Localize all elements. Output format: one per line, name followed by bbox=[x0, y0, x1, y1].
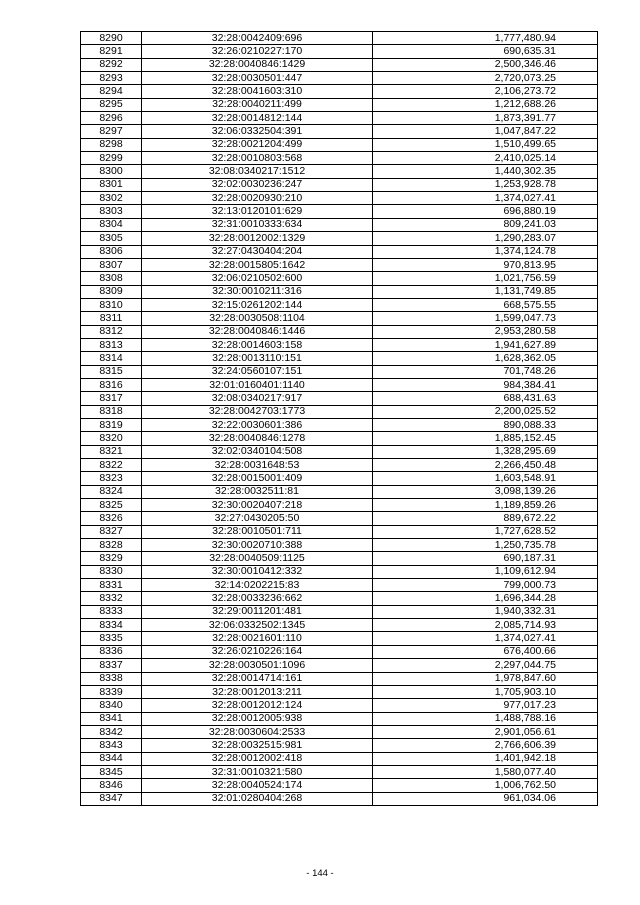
table-row bbox=[81, 765, 598, 778]
table-row bbox=[81, 258, 598, 271]
table-row bbox=[81, 432, 598, 445]
row-number-cell: 8342 bbox=[81, 725, 142, 738]
cadastral-number-cell: 32:28:0012002:1329 bbox=[142, 232, 373, 245]
amount-cell: 1,109,612.94 bbox=[373, 565, 598, 578]
cadastral-number-cell: 32:30:0020407:218 bbox=[142, 499, 373, 512]
amount-cell: 1,021,756.59 bbox=[373, 272, 598, 285]
amount-cell: 1,047,847.22 bbox=[373, 125, 598, 138]
row-number-cell: 8328 bbox=[81, 539, 142, 552]
data-table bbox=[80, 31, 598, 806]
row-number-cell: 8296 bbox=[81, 112, 142, 125]
table-row bbox=[81, 712, 598, 725]
row-number-cell: 8327 bbox=[81, 525, 142, 538]
table-row bbox=[81, 192, 598, 205]
row-number-cell: 8339 bbox=[81, 685, 142, 698]
table-row bbox=[81, 272, 598, 285]
row-number-cell: 8326 bbox=[81, 512, 142, 525]
amount-cell: 1,374,027.41 bbox=[373, 192, 598, 205]
amount-cell: 688,431.63 bbox=[373, 392, 598, 405]
amount-cell: 889,672.22 bbox=[373, 512, 598, 525]
cadastral-number-cell: 32:28:0042409:696 bbox=[142, 32, 373, 45]
row-number-cell: 8341 bbox=[81, 712, 142, 725]
table-row bbox=[81, 459, 598, 472]
table-row bbox=[81, 338, 598, 351]
cadastral-number-cell: 32:28:0014603:158 bbox=[142, 338, 373, 351]
cadastral-number-cell: 32:24:0560107:151 bbox=[142, 365, 373, 378]
row-number-cell: 8317 bbox=[81, 392, 142, 405]
cadastral-number-cell: 32:28:0042703:1773 bbox=[142, 405, 373, 418]
table-row bbox=[81, 205, 598, 218]
table-row bbox=[81, 218, 598, 231]
table-row bbox=[81, 418, 598, 431]
cadastral-number-cell: 32:28:0030508:1104 bbox=[142, 312, 373, 325]
table-row bbox=[81, 325, 598, 338]
amount-cell: 1,885,152.45 bbox=[373, 432, 598, 445]
amount-cell: 676,400.66 bbox=[373, 645, 598, 658]
amount-cell: 1,580,077.40 bbox=[373, 765, 598, 778]
amount-cell: 1,401,942.18 bbox=[373, 752, 598, 765]
amount-cell: 984,384.41 bbox=[373, 378, 598, 391]
cadastral-number-cell: 32:28:0012012:124 bbox=[142, 699, 373, 712]
cadastral-number-cell: 32:28:0015805:1642 bbox=[142, 258, 373, 271]
row-number-cell: 8338 bbox=[81, 672, 142, 685]
row-number-cell: 8322 bbox=[81, 459, 142, 472]
amount-cell: 1,189,859.26 bbox=[373, 499, 598, 512]
cadastral-number-cell: 32:31:0010321:580 bbox=[142, 765, 373, 778]
amount-cell: 977,017.23 bbox=[373, 699, 598, 712]
table-row bbox=[81, 672, 598, 685]
table-row bbox=[81, 138, 598, 151]
table-row bbox=[81, 565, 598, 578]
row-number-cell: 8314 bbox=[81, 352, 142, 365]
row-number-cell: 8329 bbox=[81, 552, 142, 565]
table-row bbox=[81, 792, 598, 805]
amount-cell: 1,628,362.05 bbox=[373, 352, 598, 365]
amount-cell: 696,880.19 bbox=[373, 205, 598, 218]
amount-cell: 1,253,928.78 bbox=[373, 178, 598, 191]
cadastral-number-cell: 32:01:0160401:1140 bbox=[142, 378, 373, 391]
cadastral-number-cell: 32:28:0012002:418 bbox=[142, 752, 373, 765]
row-number-cell: 8306 bbox=[81, 245, 142, 258]
table-row bbox=[81, 405, 598, 418]
table-row bbox=[81, 619, 598, 632]
table-row bbox=[81, 632, 598, 645]
amount-cell: 799,000.73 bbox=[373, 579, 598, 592]
row-number-cell: 8320 bbox=[81, 432, 142, 445]
amount-cell: 2,901,056.61 bbox=[373, 725, 598, 738]
cadastral-number-cell: 32:31:0010333:634 bbox=[142, 218, 373, 231]
row-number-cell: 8311 bbox=[81, 312, 142, 325]
table-row bbox=[81, 98, 598, 111]
table-row bbox=[81, 605, 598, 618]
table-row bbox=[81, 285, 598, 298]
table-row bbox=[81, 579, 598, 592]
cadastral-number-cell: 32:28:0030501:1096 bbox=[142, 659, 373, 672]
amount-cell: 1,290,283.07 bbox=[373, 232, 598, 245]
page-number: - 144 - bbox=[306, 868, 334, 879]
cadastral-number-cell: 32:28:0012013:211 bbox=[142, 685, 373, 698]
row-number-cell: 8346 bbox=[81, 779, 142, 792]
cadastral-number-cell: 32:28:0032511:81 bbox=[142, 485, 373, 498]
table-row bbox=[81, 85, 598, 98]
row-number-cell: 8302 bbox=[81, 192, 142, 205]
amount-cell: 890,088.33 bbox=[373, 418, 598, 431]
cadastral-number-cell: 32:06:0332504:391 bbox=[142, 125, 373, 138]
table-row bbox=[81, 592, 598, 605]
row-number-cell: 8300 bbox=[81, 165, 142, 178]
row-number-cell: 8313 bbox=[81, 338, 142, 351]
row-number-cell: 8290 bbox=[81, 32, 142, 45]
cadastral-number-cell: 32:02:0030236:247 bbox=[142, 178, 373, 191]
row-number-cell: 8335 bbox=[81, 632, 142, 645]
row-number-cell: 8333 bbox=[81, 605, 142, 618]
table-row bbox=[81, 539, 598, 552]
row-number-cell: 8304 bbox=[81, 218, 142, 231]
table-row bbox=[81, 525, 598, 538]
table-row bbox=[81, 392, 598, 405]
amount-cell: 1,696,344.28 bbox=[373, 592, 598, 605]
cadastral-number-cell: 32:27:0430205:50 bbox=[142, 512, 373, 525]
row-number-cell: 8318 bbox=[81, 405, 142, 418]
table-row bbox=[81, 472, 598, 485]
row-number-cell: 8310 bbox=[81, 298, 142, 311]
cadastral-number-cell: 32:28:0015001:409 bbox=[142, 472, 373, 485]
table-row bbox=[81, 365, 598, 378]
row-number-cell: 8297 bbox=[81, 125, 142, 138]
table-row bbox=[81, 645, 598, 658]
row-number-cell: 8307 bbox=[81, 258, 142, 271]
row-number-cell: 8336 bbox=[81, 645, 142, 658]
cadastral-number-cell: 32:02:0340104:508 bbox=[142, 445, 373, 458]
table-row bbox=[81, 699, 598, 712]
cadastral-number-cell: 32:28:0010501:711 bbox=[142, 525, 373, 538]
amount-cell: 1,006,762.50 bbox=[373, 779, 598, 792]
cadastral-number-cell: 32:26:0210227:170 bbox=[142, 45, 373, 58]
row-number-cell: 8305 bbox=[81, 232, 142, 245]
table-row bbox=[81, 152, 598, 165]
table-row bbox=[81, 485, 598, 498]
amount-cell: 1,941,627.89 bbox=[373, 338, 598, 351]
cadastral-number-cell: 32:28:0040846:1446 bbox=[142, 325, 373, 338]
table-body bbox=[81, 32, 598, 806]
amount-cell: 1,328,295.69 bbox=[373, 445, 598, 458]
table-row bbox=[81, 659, 598, 672]
amount-cell: 1,510,499.65 bbox=[373, 138, 598, 151]
table-row bbox=[81, 45, 598, 58]
table-row bbox=[81, 245, 598, 258]
amount-cell: 2,500,346.46 bbox=[373, 58, 598, 71]
row-number-cell: 8323 bbox=[81, 472, 142, 485]
cadastral-number-cell: 32:28:0030604:2533 bbox=[142, 725, 373, 738]
cadastral-number-cell: 32:28:0040211:499 bbox=[142, 98, 373, 111]
amount-cell: 970,813.95 bbox=[373, 258, 598, 271]
cadastral-number-cell: 32:08:0340217:917 bbox=[142, 392, 373, 405]
amount-cell: 2,297,044.75 bbox=[373, 659, 598, 672]
cadastral-number-cell: 32:28:0021204:499 bbox=[142, 138, 373, 151]
table-row bbox=[81, 512, 598, 525]
row-number-cell: 8303 bbox=[81, 205, 142, 218]
amount-cell: 1,212,688.26 bbox=[373, 98, 598, 111]
table-row bbox=[81, 378, 598, 391]
amount-cell: 2,200,025.52 bbox=[373, 405, 598, 418]
amount-cell: 1,599,047.73 bbox=[373, 312, 598, 325]
cadastral-number-cell: 32:28:0013110:151 bbox=[142, 352, 373, 365]
table-row bbox=[81, 72, 598, 85]
cadastral-number-cell: 32:28:0012005:938 bbox=[142, 712, 373, 725]
row-number-cell: 8321 bbox=[81, 445, 142, 458]
amount-cell: 809,241.03 bbox=[373, 218, 598, 231]
amount-cell: 2,720,073.25 bbox=[373, 72, 598, 85]
cadastral-number-cell: 32:30:0010211:316 bbox=[142, 285, 373, 298]
cadastral-number-cell: 32:28:0010803:568 bbox=[142, 152, 373, 165]
amount-cell: 2,953,280.58 bbox=[373, 325, 598, 338]
amount-cell: 1,978,847.60 bbox=[373, 672, 598, 685]
amount-cell: 1,940,332.31 bbox=[373, 605, 598, 618]
row-number-cell: 8298 bbox=[81, 138, 142, 151]
table-row bbox=[81, 178, 598, 191]
row-number-cell: 8345 bbox=[81, 765, 142, 778]
cadastral-number-cell: 32:26:0210226:164 bbox=[142, 645, 373, 658]
cadastral-number-cell: 32:27:0430404:204 bbox=[142, 245, 373, 258]
table-row bbox=[81, 739, 598, 752]
amount-cell: 1,777,480.94 bbox=[373, 32, 598, 45]
table-row bbox=[81, 58, 598, 71]
cadastral-number-cell: 32:29:0011201:481 bbox=[142, 605, 373, 618]
cadastral-number-cell: 32:14:0202215:83 bbox=[142, 579, 373, 592]
table-row bbox=[81, 125, 598, 138]
row-number-cell: 8332 bbox=[81, 592, 142, 605]
row-number-cell: 8337 bbox=[81, 659, 142, 672]
amount-cell: 2,106,273.72 bbox=[373, 85, 598, 98]
cadastral-number-cell: 32:06:0332502:1345 bbox=[142, 619, 373, 632]
amount-cell: 668,575.55 bbox=[373, 298, 598, 311]
cadastral-number-cell: 32:28:0040846:1429 bbox=[142, 58, 373, 71]
table-row bbox=[81, 752, 598, 765]
amount-cell: 1,488,788.16 bbox=[373, 712, 598, 725]
amount-cell: 1,374,124.78 bbox=[373, 245, 598, 258]
table-row bbox=[81, 352, 598, 365]
table-row bbox=[81, 232, 598, 245]
amount-cell: 3,098,139.26 bbox=[373, 485, 598, 498]
amount-cell: 690,635.31 bbox=[373, 45, 598, 58]
table-row bbox=[81, 445, 598, 458]
row-number-cell: 8312 bbox=[81, 325, 142, 338]
row-number-cell: 8294 bbox=[81, 85, 142, 98]
cadastral-number-cell: 32:28:0040509:1125 bbox=[142, 552, 373, 565]
cadastral-number-cell: 32:01:0280404:268 bbox=[142, 792, 373, 805]
cadastral-number-cell: 32:28:0021601:110 bbox=[142, 632, 373, 645]
row-number-cell: 8325 bbox=[81, 499, 142, 512]
amount-cell: 1,603,548.91 bbox=[373, 472, 598, 485]
row-number-cell: 8308 bbox=[81, 272, 142, 285]
amount-cell: 961,034.06 bbox=[373, 792, 598, 805]
amount-cell: 1,705,903.10 bbox=[373, 685, 598, 698]
amount-cell: 2,410,025.14 bbox=[373, 152, 598, 165]
table-row bbox=[81, 779, 598, 792]
cadastral-number-cell: 32:28:0030501:447 bbox=[142, 72, 373, 85]
table-row bbox=[81, 552, 598, 565]
cadastral-number-cell: 32:28:0040846:1278 bbox=[142, 432, 373, 445]
cadastral-number-cell: 32:08:0340217:1512 bbox=[142, 165, 373, 178]
amount-cell: 2,766,606.39 bbox=[373, 739, 598, 752]
row-number-cell: 8344 bbox=[81, 752, 142, 765]
cadastral-number-cell: 32:28:0014812:144 bbox=[142, 112, 373, 125]
table-row bbox=[81, 312, 598, 325]
amount-cell: 701,748.26 bbox=[373, 365, 598, 378]
cadastral-number-cell: 32:28:0032515:981 bbox=[142, 739, 373, 752]
row-number-cell: 8295 bbox=[81, 98, 142, 111]
cadastral-number-cell: 32:13:0120101:629 bbox=[142, 205, 373, 218]
row-number-cell: 8340 bbox=[81, 699, 142, 712]
row-number-cell: 8291 bbox=[81, 45, 142, 58]
cadastral-number-cell: 32:28:0014714:161 bbox=[142, 672, 373, 685]
row-number-cell: 8309 bbox=[81, 285, 142, 298]
amount-cell: 2,085,714.93 bbox=[373, 619, 598, 632]
cadastral-number-cell: 32:06:0210502:600 bbox=[142, 272, 373, 285]
cadastral-number-cell: 32:22:0030601:386 bbox=[142, 418, 373, 431]
row-number-cell: 8293 bbox=[81, 72, 142, 85]
table-row bbox=[81, 499, 598, 512]
row-number-cell: 8334 bbox=[81, 619, 142, 632]
row-number-cell: 8301 bbox=[81, 178, 142, 191]
row-number-cell: 8331 bbox=[81, 579, 142, 592]
row-number-cell: 8330 bbox=[81, 565, 142, 578]
cadastral-number-cell: 32:28:0040524:174 bbox=[142, 779, 373, 792]
row-number-cell: 8315 bbox=[81, 365, 142, 378]
table-row bbox=[81, 112, 598, 125]
row-number-cell: 8343 bbox=[81, 739, 142, 752]
amount-cell: 1,873,391.77 bbox=[373, 112, 598, 125]
cadastral-number-cell: 32:28:0041603:310 bbox=[142, 85, 373, 98]
amount-cell: 1,250,735.78 bbox=[373, 539, 598, 552]
row-number-cell: 8316 bbox=[81, 378, 142, 391]
cadastral-number-cell: 32:30:0020710:388 bbox=[142, 539, 373, 552]
row-number-cell: 8324 bbox=[81, 485, 142, 498]
amount-cell: 1,131,749.85 bbox=[373, 285, 598, 298]
table-row bbox=[81, 32, 598, 45]
cadastral-number-cell: 32:28:0033236:662 bbox=[142, 592, 373, 605]
cadastral-number-cell: 32:15:0261202:144 bbox=[142, 298, 373, 311]
table-row bbox=[81, 298, 598, 311]
table-row bbox=[81, 685, 598, 698]
amount-cell: 690,187.31 bbox=[373, 552, 598, 565]
cadastral-number-cell: 32:30:0010412:332 bbox=[142, 565, 373, 578]
row-number-cell: 8299 bbox=[81, 152, 142, 165]
amount-cell: 1,374,027.41 bbox=[373, 632, 598, 645]
table-row bbox=[81, 165, 598, 178]
amount-cell: 2,266,450.48 bbox=[373, 459, 598, 472]
amount-cell: 1,727,628.52 bbox=[373, 525, 598, 538]
row-number-cell: 8292 bbox=[81, 58, 142, 71]
cadastral-number-cell: 32:28:0020930:210 bbox=[142, 192, 373, 205]
row-number-cell: 8319 bbox=[81, 418, 142, 431]
row-number-cell: 8347 bbox=[81, 792, 142, 805]
amount-cell: 1,440,302.35 bbox=[373, 165, 598, 178]
table-row bbox=[81, 725, 598, 738]
cadastral-number-cell: 32:28:0031648:53 bbox=[142, 459, 373, 472]
